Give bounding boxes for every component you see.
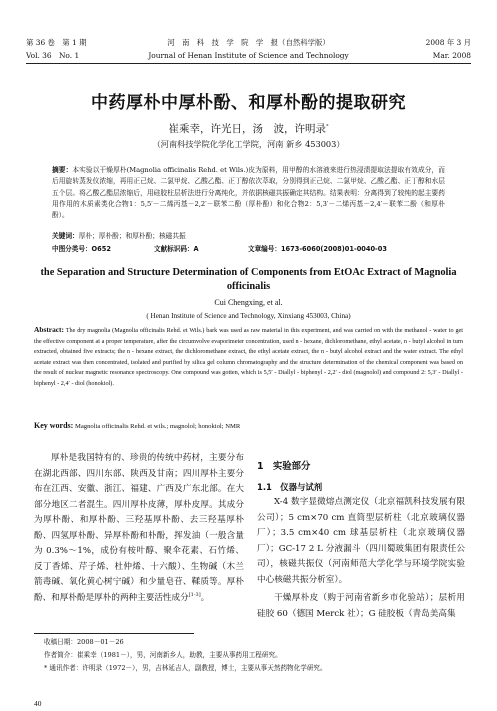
section-heading-experimental: 1 实验部分 [257, 461, 311, 472]
abstract-label-en: Abstract: [34, 325, 64, 334]
corresponding-mark: * [326, 123, 329, 130]
abstract-label-cn: 摘要： [52, 166, 73, 174]
footnote-received: 收稿日期：2008－01－26 [44, 638, 124, 646]
journal-name-en: Journal of Henan Institute of Science and Technology [148, 51, 349, 60]
keywords-label-cn: 关键词： [52, 232, 79, 240]
document-code: 文献标识码：A [154, 245, 199, 253]
abstract-text-cn: 本实验以干燥厚朴(Magnolia officinalis Rehd. et Wils.)皮为原料，用甲醇的水溶液来进行热浸渍提取法提取有效成分，而后用旋转蒸发仪浓缩，再用正己烷、二氯甲烷、乙酸乙酯、正丁醇依次萃取，分别得到正己烷、二氯甲烷、乙酸乙酯、正丁醇和水层五个层。将乙酸乙酯层浓缩后，用硅胶柱层析法进行分离纯化，并依据核磁共振确定其结构。结果表明：分离得到了较纯的起主要药用作用的木质素类化合物1：5,5′－二烯丙基－2,2′－联苯二酚（厚朴酚）和化合物2：5,3′－二烯丙基－2,4′－联苯二酚（和厚朴酚）。 [52, 166, 445, 220]
body-column-right [257, 451, 465, 622]
volume-issue-en: Vol. 36 No. 1 [26, 51, 80, 60]
intro-paragraph: 厚朴是我国特有的、珍贵的传统中药材，主要分布在湖北西部、四川东部、陕西及甘南；四川厚朴主要分布在江西、安徽、浙江、福建、广西及广东北部。在大部分地区二者混生。四川厚朴皮薄，厚朴皮厚。其成分为厚朴酚、和厚朴酚、三羟基厚朴酚、去三羟基厚朴酚、四氢厚朴酚、异厚朴酚和朴酚，挥发油（一般含量为 0.3%～1%，成份有桉叶醇、聚伞花素、石竹烯、反丁香烯、芹子烯、杜仲烯、十六酸）、生物碱（木兰箭毒碱、氧化黄心树宁碱）和少量皂苷、鞣质等。厚朴酚、和厚朴酚是厚朴的两种主要活性成分 [34, 453, 244, 603]
intro-paragraph-end: 。 [200, 592, 210, 603]
keywords-cn [52, 231, 445, 242]
affiliation-cn: （河南科技学院化学化工学院，河南 新乡 453003） [152, 139, 345, 149]
page-number: 40 [34, 699, 42, 708]
affiliation-en: ( Henan Institute of Science and Technology, Xinxiang 453003, China) [146, 312, 351, 320]
article-number: 文章编号：1673-6060(2008)01-0040-03 [248, 245, 387, 253]
paper-title-cn: 中药厚朴中厚朴酚、和厚朴酚的提取研究 [91, 93, 406, 113]
header-rule [26, 63, 471, 64]
abstract-cn [52, 165, 445, 221]
instruments-paragraph: X-4 数字显微熔点测定仪（北京福凯科技发展有限公司）；5 cm×70 cm 直筒型层析柱（北京玻璃仪器厂）；3.5 cm×40 cm 球基层析柱（北京玻璃仪器厂）；GC-17 2 L 分液漏斗（四川蜀玻集团有限责任公司），核磁共振仪（河南师范大学化学与环境学院实验中心核磁共振分析室）。 [257, 497, 465, 585]
subsection-heading-instruments: 1.1 仪器与试剂 [257, 481, 323, 492]
author-list-cn: 崔乘幸，许光日，汤 波，许明录 [168, 123, 326, 135]
abstract-text-en: The dry magnolia (Magnolia officinalis Rehd. et Wils.) bark was used as raw material in this experiment, and was carried on with the methanol - water to get the effective component at a proper temperature, after the circumvolve evaporimeter concentration, used n - hexane, dichloromethane, ethyl acetate, n - butyl alcohol in turn extracted, obtained five extracts; the n - hexane extract, the dichloromethane extract, the ethyl acetate extract, the n - butyl alcohol extract and the water extract. The ethyl acetate extract was then concentrated, isolated and purified by silica gel column chromatography and the structure determination of the chemical component was based on the result of nuclear magnetic resonance spectroscopy. One compound was gotten, which is 5,5′ - Diallyl - biphenyl - 2,2′ - diol (magnolol) and compound 2: 5,3′ - Diallyl - biphenyl - 2,4′ - diol (honokiol). [34, 327, 464, 387]
body-column-left [34, 451, 244, 606]
keywords-label-en: Key words: [34, 421, 74, 430]
abstract-en [34, 325, 463, 390]
citation-ref: [1-3] [188, 591, 201, 598]
paper-title-en: the Separation and Structure Determination of Components from EtOAc Extract of Magnolia officinalis [40, 267, 457, 292]
author-en: Cui Chengxing, et al. [214, 298, 283, 307]
footnote-rule [34, 633, 194, 634]
footnote-author-info: 作者简介：崔乘幸（1981－），男，河南新乡人，助教，主要从事药用工程研究。 [44, 651, 282, 659]
reagents-paragraph: 干燥厚朴皮（购于河南省新乡市化验站）；层析用硅胶 60（德国 Merck 社）；G 硅胶板（青岛美高集 [257, 593, 465, 619]
date-en: Mar. 2008 [432, 51, 471, 60]
date-cn: 2008 年 3 月 [425, 38, 471, 47]
journal-name-cn: 河 南 科 技 学 院 学 报（自然科学版） [167, 38, 330, 47]
authors-cn [26, 121, 471, 136]
keywords-text-cn: 厚朴；厚朴酚；和厚朴酚；核磁共振 [78, 232, 186, 240]
keywords-text-en: Magnolia officinalis Rehd. et wils.; magnolol; honokiol; NMR [74, 423, 241, 430]
volume-issue-cn: 第 36 卷 第 1 期 [26, 38, 87, 47]
clc-number: 中图分类号：O652 [52, 245, 111, 253]
keywords-en [34, 421, 463, 430]
footnote-corresponding: * 通讯作者：许明录（1972－），男，吉林延吉人，副教授，博士，主要从事天然药物化学研究。 [44, 664, 327, 672]
